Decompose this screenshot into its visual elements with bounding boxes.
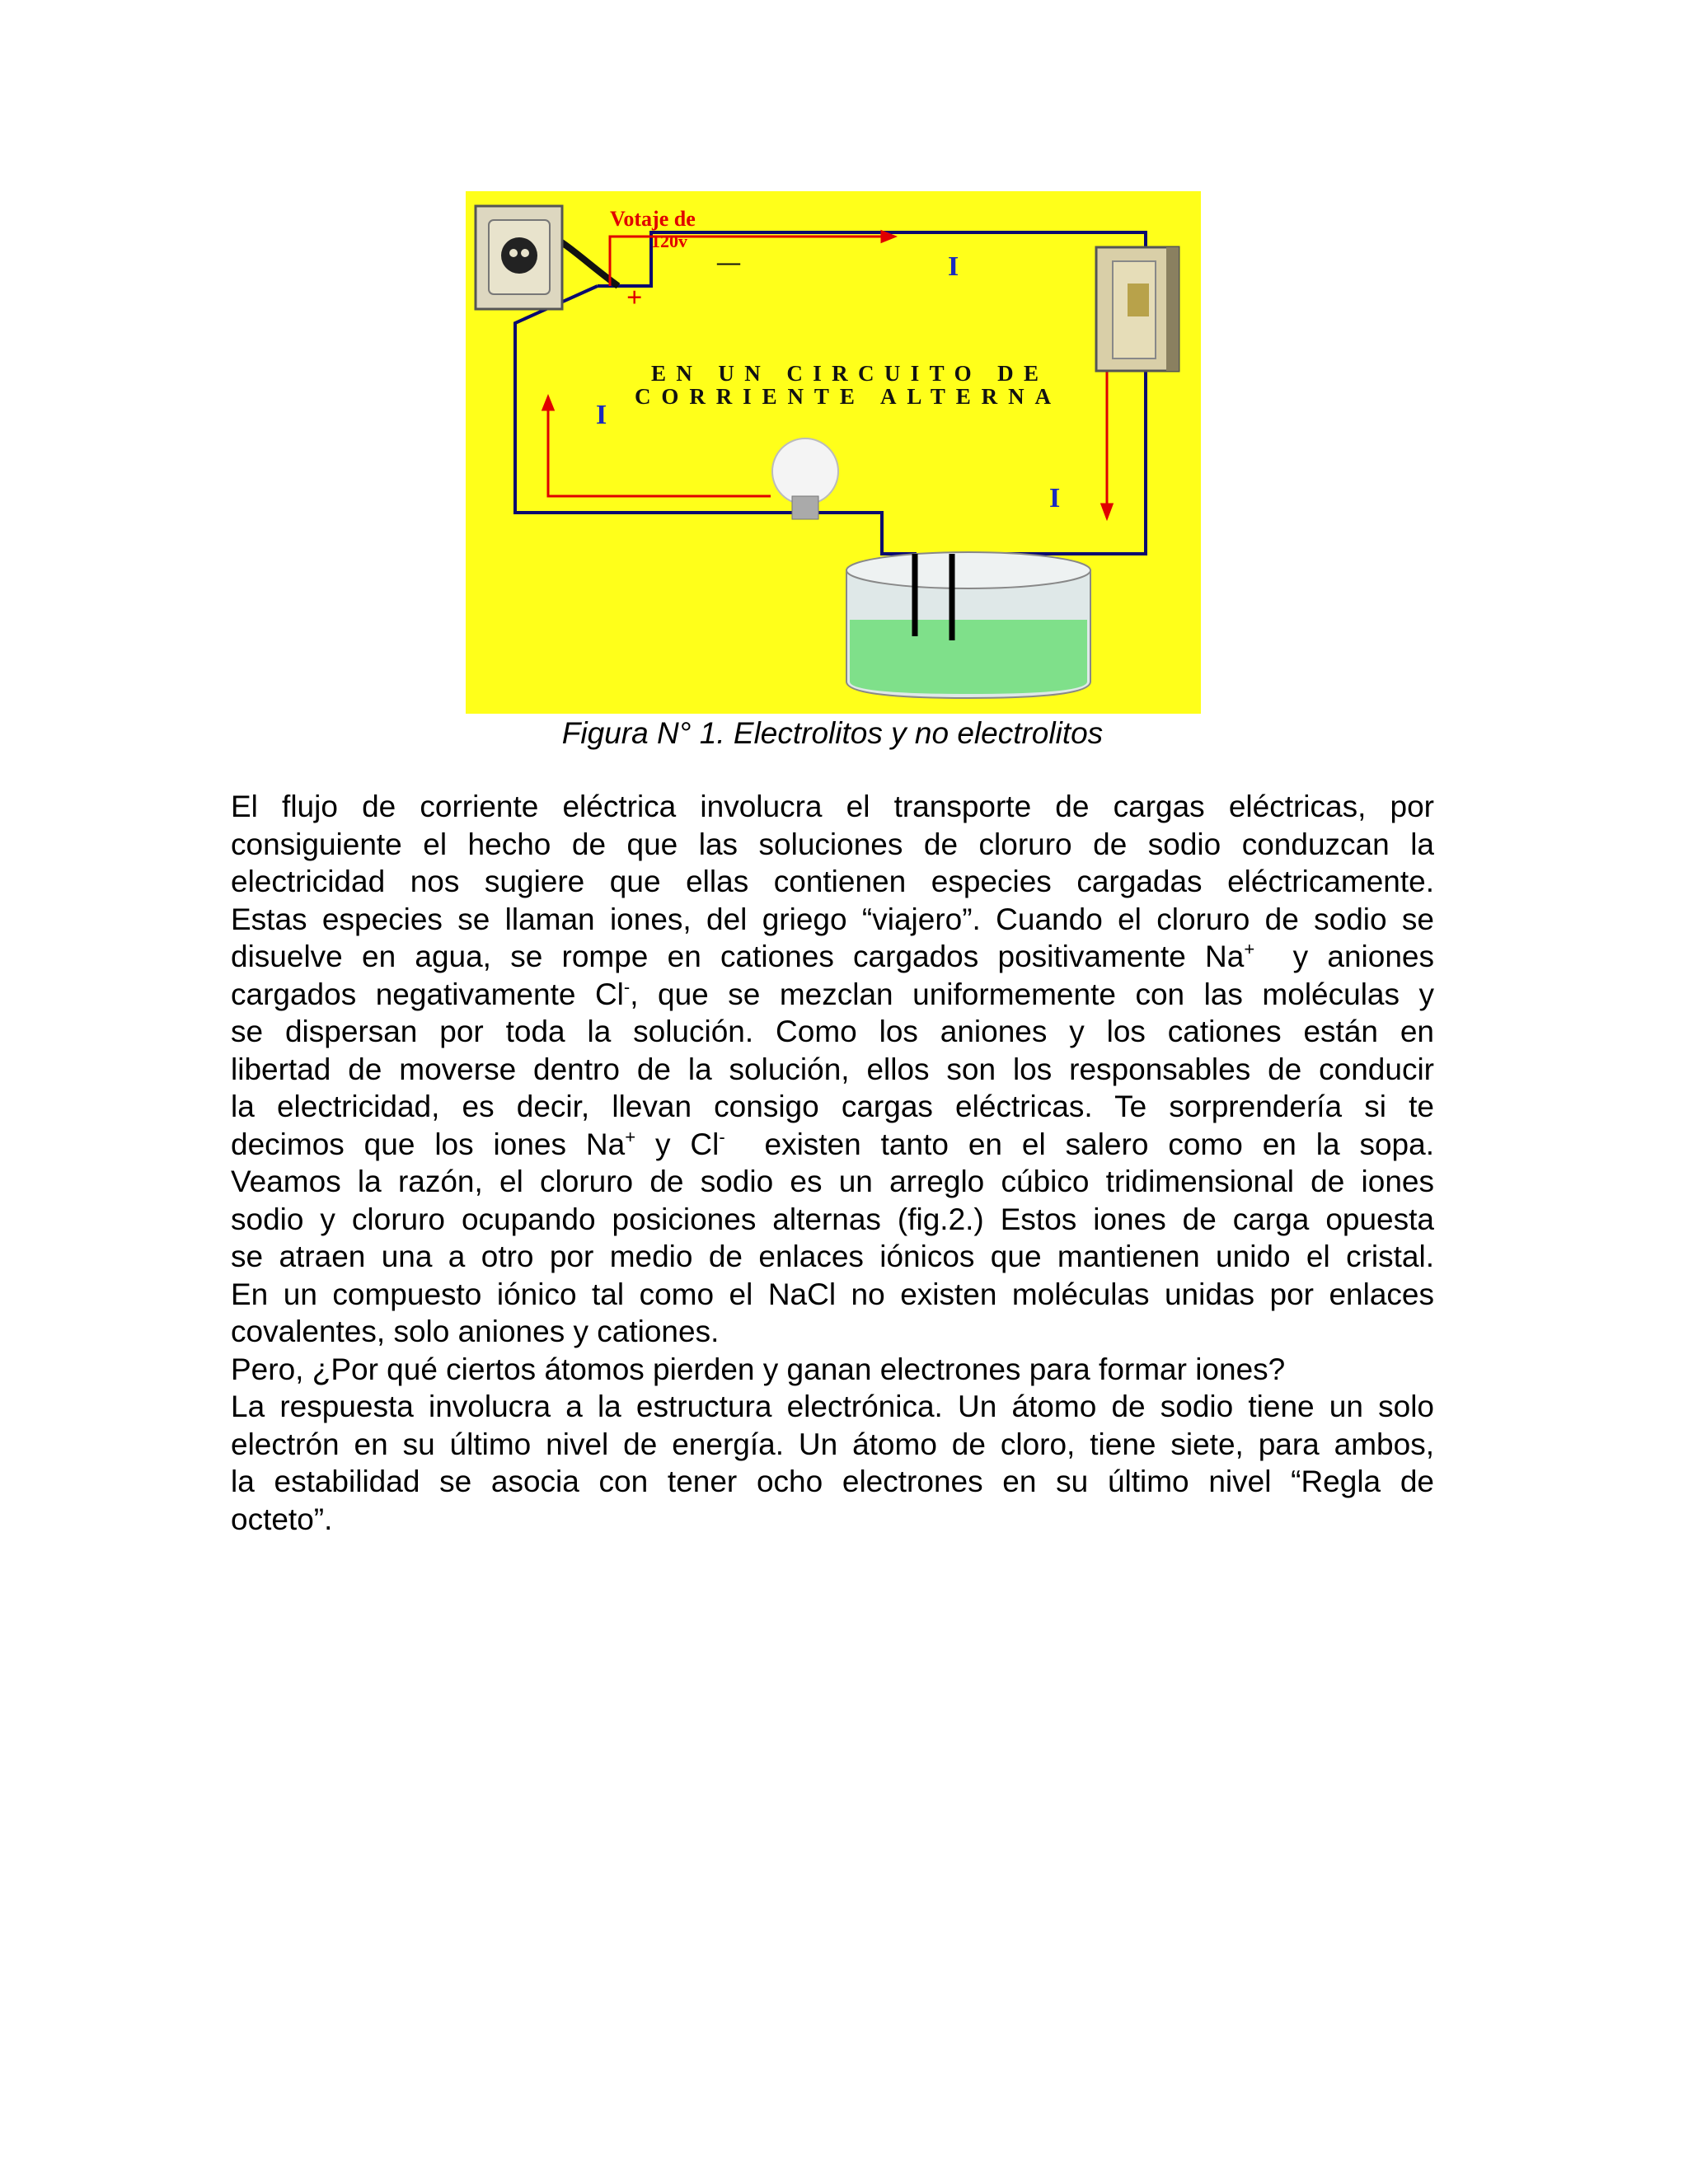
text-line: sodio y cloruro ocupando posiciones alternas (fig.2.) Estos iones de carga opuesta <box>231 1202 1434 1236</box>
text-line: se atraen una a otro por medio de enlaces iónicos que mantienen unido el cristal. <box>231 1240 1434 1273</box>
wall-outlet-icon <box>476 206 562 309</box>
plus-sign: + <box>626 283 643 313</box>
superscript: - <box>719 1126 725 1147</box>
text-line: electricidad nos sugiere que ellas contienen especies cargadas eléctricamente. <box>231 865 1434 898</box>
minus-sign: — <box>717 250 740 275</box>
voltage-label-1: Votaje de <box>610 207 696 231</box>
text-span: y aniones <box>1254 940 1434 973</box>
circuit-title-1: EN UN CIRCUITO DE <box>651 361 1039 386</box>
text-line: covalentes, solo aniones y cationes. <box>231 1315 720 1348</box>
figure-caption: Figura N° 1. Electrolitos y no electrolitos <box>561 716 1104 750</box>
text-line <box>231 976 1434 1014</box>
text-line: Estas especies se llaman iones, del griego “viajero”. Cuando el cloruro de sodio se <box>231 902 1434 936</box>
text-line: la estabilidad se asocia con tener ocho electrones en su último nivel “Regla de <box>231 1465 1434 1498</box>
text-line: libertad de moverse dentro de la solución, ellos son los responsables de conducir <box>231 1052 1434 1086</box>
light-switch-icon <box>1096 247 1179 371</box>
text-line <box>231 1126 1434 1164</box>
text-line: electrón en su último nivel de energía. Un átomo de cloro, tiene siete, para ambos, <box>231 1427 1434 1461</box>
text-line: la electricidad, es decir, llevan consigo cargas eléctricas. Te sorprendería si te <box>231 1090 1434 1123</box>
text-line: La respuesta involucra a la estructura electrónica. Un átomo de sodio tiene un solo <box>231 1390 1434 1423</box>
circuit-title-2: CORRIENTE ALTERNA <box>635 384 1051 409</box>
superscript: - <box>623 976 631 997</box>
body-paragraph <box>231 788 1434 1538</box>
text-line: Veamos la razón, el cloruro de sodio es un arreglo cúbico tridimensional de iones <box>231 1165 1434 1198</box>
text-span: decimos que los iones Na <box>231 1127 626 1161</box>
text-line: Pero, ¿Por qué ciertos átomos pierden y ganan electrones para formar iones? <box>231 1352 1286 1386</box>
text-line: En un compuesto iónico tal como el NaCl no existen moléculas unidas por enlaces <box>231 1277 1434 1311</box>
beaker-with-solution <box>846 552 1090 698</box>
current-label-right: I <box>1049 483 1061 513</box>
current-label-top: I <box>948 251 959 282</box>
superscript: + <box>625 1126 636 1147</box>
text-line <box>231 938 1434 976</box>
superscript: + <box>1244 939 1255 959</box>
text-line: se dispersan por toda la solución. Como los aniones y los cationes están en <box>231 1015 1434 1048</box>
text-span: , que se mezclan uniformemente con las moléculas y <box>630 977 1434 1011</box>
text-span: y Cl <box>635 1127 720 1161</box>
text-line: consiguiente el hecho de que las soluciones de cloruro de sodio conduzcan la <box>231 827 1434 861</box>
current-label-left: I <box>596 400 607 430</box>
text-span: existen tanto en el salero como en la sopa. <box>724 1127 1434 1161</box>
circuit-figure <box>466 191 1201 714</box>
text-span: disuelve en agua, se rompe en cationes cargados positivamente Na <box>231 940 1245 973</box>
text-span: cargados negativamente Cl <box>231 977 624 1011</box>
text-line: octeto”. <box>231 1502 333 1536</box>
text-line: El flujo de corriente eléctrica involucra el transporte de cargas eléctricas, por <box>231 790 1434 823</box>
voltage-label-2: 120v <box>651 231 687 251</box>
